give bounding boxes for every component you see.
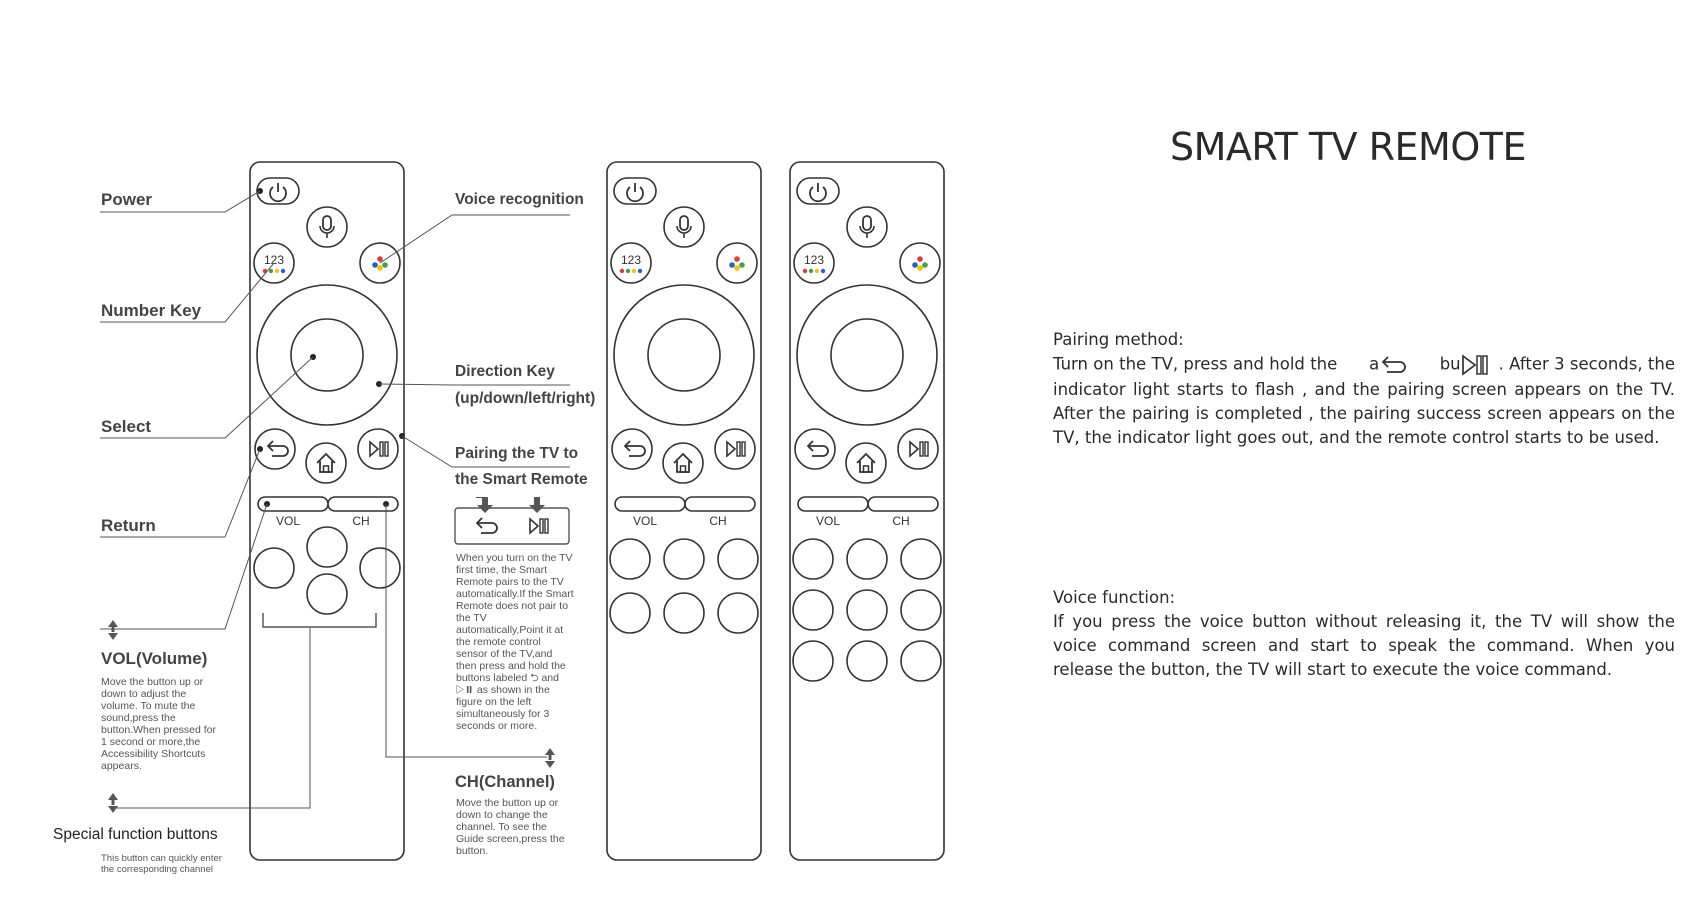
voice-function-heading: Voice function:	[1053, 588, 1176, 607]
label-voice-recognition: Voice recognition	[455, 191, 584, 208]
svg-text:123: 123	[803, 253, 825, 267]
pairing-text-b: a	[1369, 354, 1380, 374]
label-number-key: Number Key	[101, 301, 202, 320]
remote-variant-2	[607, 162, 761, 860]
vol-label: VOL	[275, 514, 301, 528]
label-power: Power	[101, 190, 153, 209]
label-return: Return	[101, 516, 156, 535]
return-icon	[1379, 353, 1413, 377]
label-select: Select	[101, 417, 152, 436]
svg-text:VOL: VOL	[632, 514, 658, 528]
svg-text:123: 123	[620, 253, 642, 267]
remote-variant-3	[790, 162, 944, 860]
pairing-illustration	[455, 497, 569, 544]
pairing-method-heading: Pairing method:	[1053, 330, 1184, 349]
pairing-text-a: Turn on the TV, press and hold the	[1053, 354, 1338, 374]
page-title: SMART TV REMOTE	[1170, 125, 1526, 169]
return-icon	[477, 518, 497, 533]
voice-function-block	[1053, 586, 1675, 682]
label-direction-key-1: Direction Key	[455, 363, 555, 380]
label-ch-desc: Move the button up or down to change the channel. To see the Guide screen,press the button.	[456, 797, 565, 857]
pairing-text-c: bu	[1439, 354, 1461, 374]
ch-label: CH	[352, 514, 370, 528]
pairing-method-block	[1053, 328, 1675, 450]
label-pairing-desc: When you turn on the TV first time, the Smart Remote pairs to the TV automatically.If the Smart Remote does not pair to the TV automatically,Point it at the remote control sensor of the TV,and then press and hold the buttons labeled ⮌ and ▷⏸ as shown in the figure on the left simultaneously for 3 seconds or more.	[456, 552, 574, 732]
label-direction-key-2: (up/down/left/right)	[455, 390, 596, 407]
label-vol-desc: Move the button up or down to adjust the volume. To mute the sound,press the button.When pressed for 1 second or more,the Accessibility Shortcuts appears.	[101, 676, 216, 772]
svg-text:CH: CH	[709, 514, 727, 528]
label-vol-title: VOL(Volume)	[101, 649, 208, 668]
label-special-desc: This button can quickly enter the corresponding channel	[101, 853, 222, 875]
svg-text:CH: CH	[892, 514, 910, 528]
playpause-icon	[530, 519, 548, 533]
label-pairing-1: Pairing the TV to	[455, 445, 579, 462]
label-ch-title: CH(Channel)	[455, 773, 555, 791]
label-special-title: Special function buttons	[53, 826, 218, 843]
voice-function-text: If you press the voice button without releasing it, the TV will show the voice command screen and start to speak the command. When you release the button, the TV will start to execute the voice command.	[1053, 612, 1675, 679]
remote-annotated	[250, 162, 405, 860]
label-pairing-2: the Smart Remote	[455, 471, 588, 488]
pairing-text-d: . After 3 seconds, the indicator light starts to flash , and the pairing screen appears on the TV. After the pairing is completed , the pairing success screen appears on the TV, the indicator light goes out, and the remote control starts to be used.	[1053, 354, 1675, 447]
playpause-icon	[1461, 352, 1499, 378]
svg-text:VOL: VOL	[815, 514, 841, 528]
number-key-label: 123	[263, 253, 285, 267]
